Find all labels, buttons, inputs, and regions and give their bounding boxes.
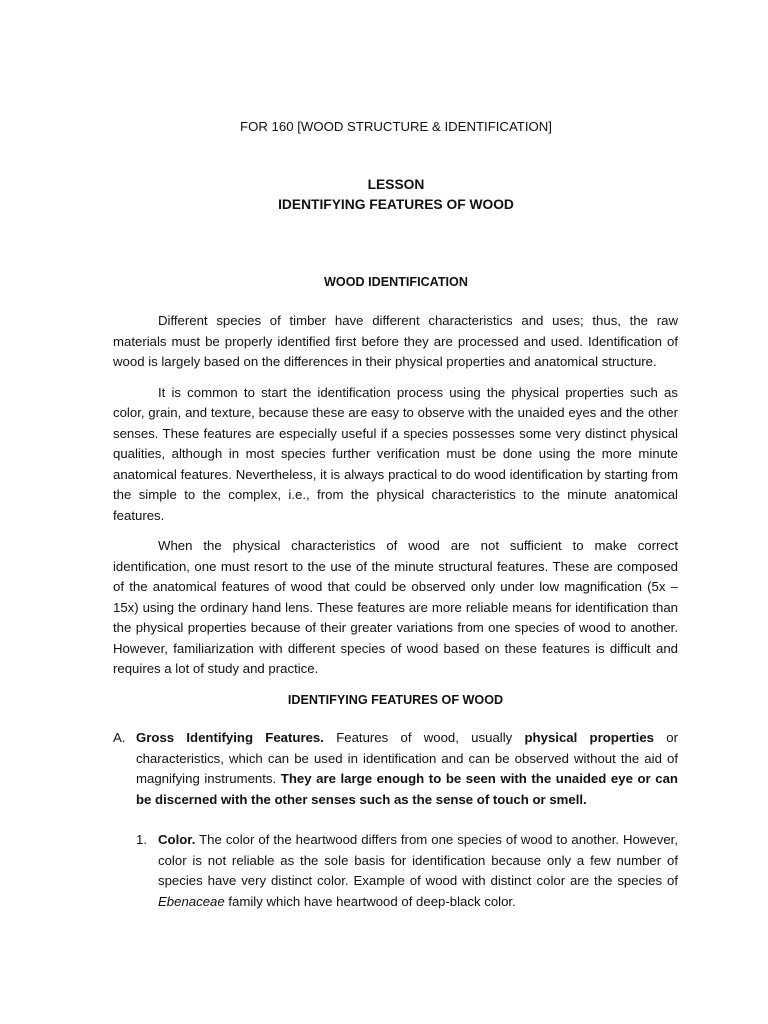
list-item-gross-features (113, 728, 678, 810)
list-item-color (113, 830, 678, 912)
paragraph-1: Different species of timber have different characteristics and uses; thus, the raw materials must be properly identified first before they are processed and used. Identification of wood is largely based on the differences in their physical properties and anatomical structure. (113, 313, 678, 369)
item-italic: Ebenaceae (158, 893, 225, 909)
item-text: family which have heartwood of deep-black color. (224, 893, 516, 909)
lesson-title: IDENTIFYING FEATURES OF WOOD (278, 197, 514, 212)
section-heading-wood-identification: WOOD IDENTIFICATION (324, 275, 468, 289)
item-emphasis: physical properties (524, 730, 655, 745)
lesson-heading (0, 175, 768, 215)
item-text: or characteristics, which can be used in identification and can be observed without the aid of magnifying instruments. (136, 730, 679, 786)
item-term: Color. (158, 832, 196, 847)
item-emphasis: They are large enough to be seen with the unaided eye or can be discerned with the other senses such as the sense of touch or smell. (136, 771, 678, 807)
paragraph-3: When the physical characteristics of wood are not sufficient to make correct identification, one must resort to the use of the minute structural features. These are composed of the anatomical features of wood that could be observed only under low magnification (5x –15x) using the ordinary hand lens. These features are more reliable means for identification than the physical properties because of their greater variations from one species of wood to another. However, familiarization with different species of wood based on these features is difficult and requires a lot of study and practice. (113, 538, 678, 676)
list-marker: 1. (136, 832, 147, 847)
item-term: Gross Identifying Features. (136, 730, 324, 745)
lesson-label: LESSON (367, 177, 425, 192)
item-text: Features of wood, usually (323, 730, 525, 745)
paragraph-2: It is common to start the identification process using the physical properties such as color, grain, and texture, because these are easy to observe with the unaided eyes and the other senses. These features are especially useful if a species possesses some very distinct physical qualities, although in most species further verification must be done using the more minute anatomical features. Nevertheless, it is always practical to do wood identification by starting from the simple to the complex, i.e., from the physical characteristics to the minute anatomical features. (113, 384, 678, 523)
document-body (113, 311, 678, 912)
list-marker: A. (113, 730, 126, 745)
course-title: FOR 160 [WOOD STRUCTURE & IDENTIFICATION] (240, 119, 552, 134)
item-text: The color of the heartwood differs from one species of wood to another. However, color is not reliable as the sole basis for identification because only a few number of species have very distinct color. Example of wood with distinct color are the species of (158, 832, 678, 888)
section-heading-identifying-features: IDENTIFYING FEATURES OF WOOD (287, 692, 504, 707)
